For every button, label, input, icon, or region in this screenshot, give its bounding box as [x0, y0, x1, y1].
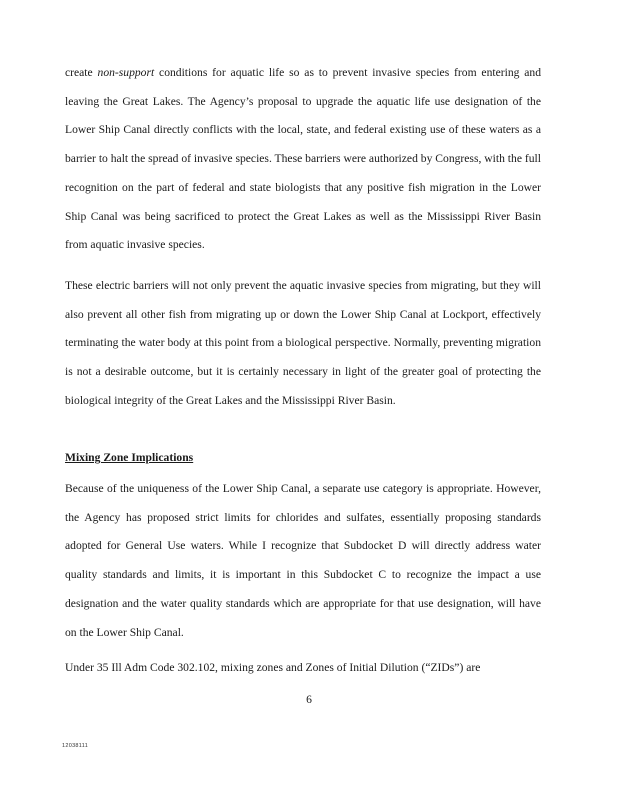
paragraph-1-lead: create — [65, 66, 98, 79]
paragraph-1-emphasis: non-support — [97, 66, 155, 79]
page-number: 6 — [306, 693, 312, 706]
body-paragraph-3: Because of the uniqueness of the Lower Ship Canal, a separate use category is appropriate. However, the Agency has proposed strict limits for chlorides and sulfates, essentially proposing standards adopted for General Use waters. While I recognize that Subdocket D will directly address water quality standards and limits, it is important in this Subdocket C to recognize the impact a use designation and the water quality standards which are appropriate for that use designation, will have on the Lower Ship Canal. — [65, 482, 541, 639]
section-heading: Mixing Zone Implications — [65, 451, 194, 464]
paragraph-1-rest: conditions for aquatic life so as to prevent invasive species from entering and leaving the Great Lakes. The Agency’s proposal to upgrade the aquatic life use designation of the Lower Ship Canal directly conflicts with the local, state, and federal existing use of these waters as a barrier to halt the spread of invasive species. These barriers were authorized by Congress, with the full recognition on the part of federal and state biologists that any positive fish migration in the Lower Ship Canal was being sacrificed to protect the Great Lakes as well as the Mississippi River Basin from aquatic invasive species. — [65, 66, 541, 252]
document-id-footer: 12038111 — [62, 743, 89, 749]
body-paragraph-4: Under 35 Ill Adm Code 302.102, mixing zones and Zones of Initial Dilution (“ZIDs”) are — [65, 661, 481, 674]
body-paragraph-1 — [65, 59, 541, 260]
body-paragraph-2: These electric barriers will not only prevent the aquatic invasive species from migrating, but they will also prevent all other fish from migrating up or down the Lower Ship Canal at Lockport, effectively terminating the water body at this point from a biological perspective. Normally, preventing migration is not a desirable outcome, but it is certainly necessary in light of the greater goal of protecting the biological integrity of the Great Lakes and the Mississippi River Basin. — [65, 279, 541, 407]
